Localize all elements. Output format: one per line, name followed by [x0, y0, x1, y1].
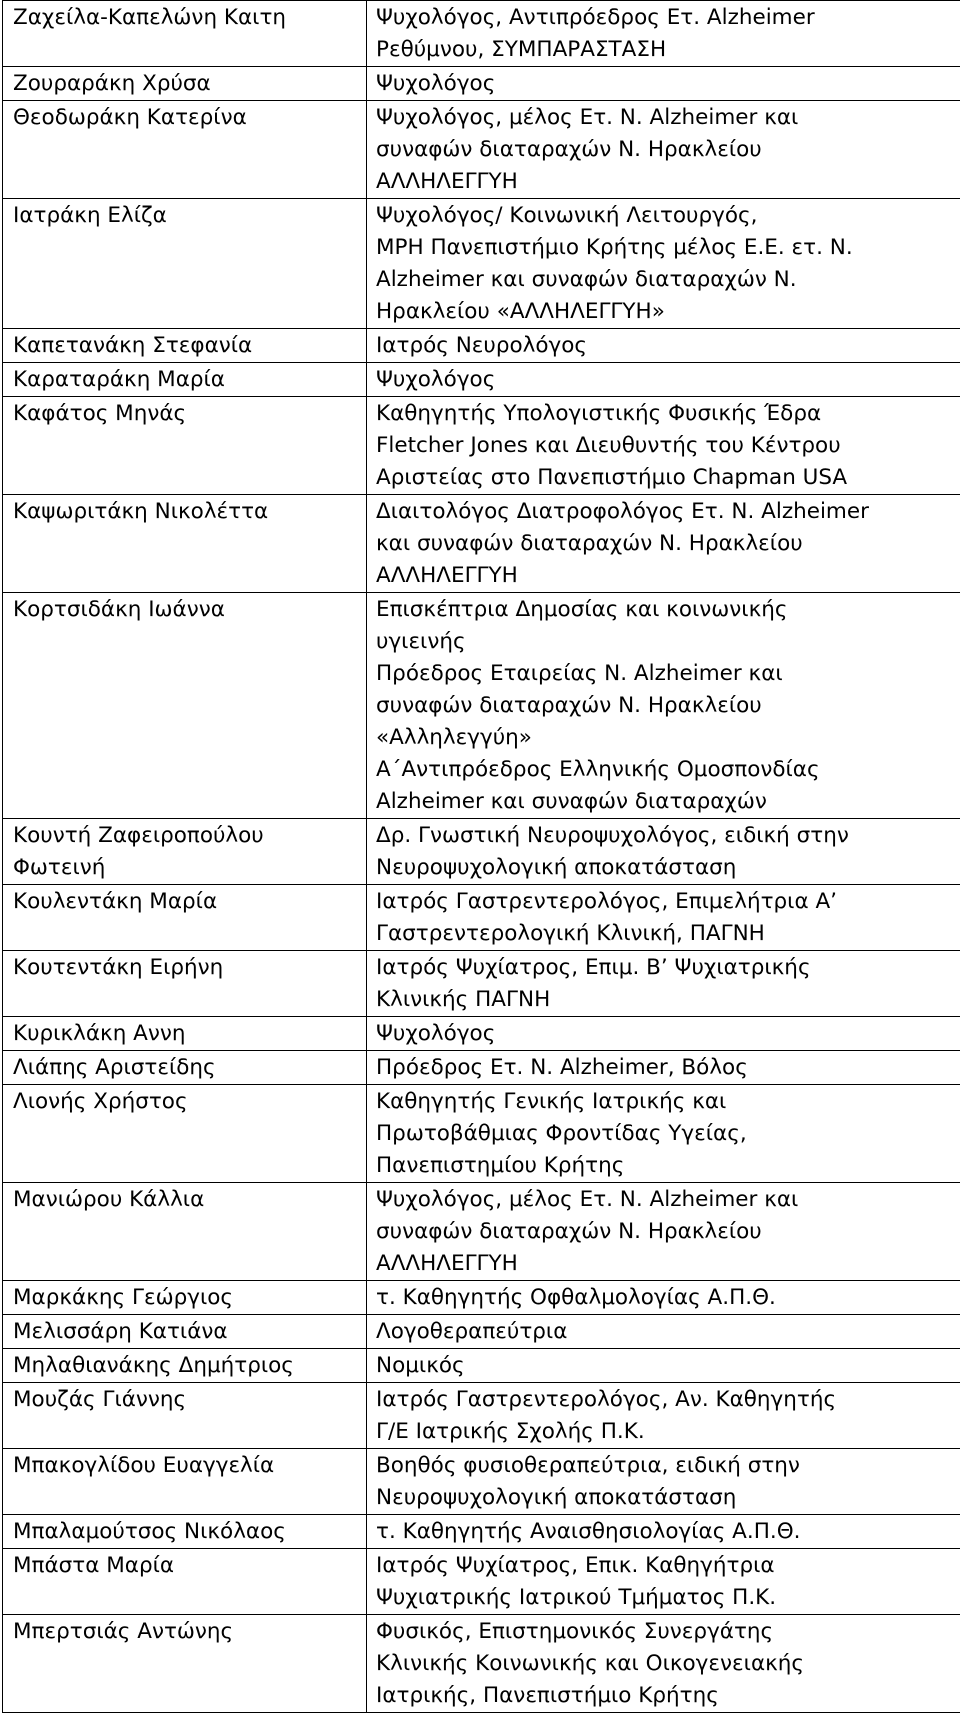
table-row [3, 1, 960, 67]
table-row [3, 1281, 960, 1315]
member-name: Κουτεντάκη Ειρήνη [3, 951, 367, 1017]
member-name: Μαρκάκης Γεώργιος [3, 1281, 367, 1315]
member-name: Μανιώρου Κάλλια [3, 1183, 367, 1281]
member-name: Κουντή Ζαφειροπούλου Φωτεινή [3, 819, 367, 885]
member-name: Μηλαθιανάκης Δημήτριος [3, 1349, 367, 1383]
member-name: Ζαχείλα-Καπελώνη Καιτη [3, 1, 367, 67]
member-role: Ιατρός Ψυχίατρος, Επιμ. Β’ Ψυχιατρικής Κλινικής ΠΑΓΝΗ [367, 951, 960, 1017]
members-table-body [3, 1, 960, 1713]
table-row [3, 495, 960, 593]
member-role: Καθηγητής Υπολογιστικής Φυσικής Έδρα Fletcher Jones και Διευθυντής του Κέντρου Αριστείας στο Πανεπιστήμιο Chapman USA [367, 397, 960, 495]
member-role: Ψυχολόγος [367, 363, 960, 397]
table-row [3, 1315, 960, 1349]
member-name: Μπαλαμούτσος Νικόλαος [3, 1515, 367, 1549]
member-name: Μπακογλίδου Ευαγγελία [3, 1449, 367, 1515]
table-row [3, 1017, 960, 1051]
member-role: Βοηθός φυσιοθεραπεύτρια, ειδική στην Νευροψυχολογική αποκατάσταση [367, 1449, 960, 1515]
table-row [3, 819, 960, 885]
table-row [3, 363, 960, 397]
table-row [3, 1349, 960, 1383]
member-name: Θεοδωράκη Κατερίνα [3, 101, 367, 199]
member-name: Λιονής Χρήστος [3, 1085, 367, 1183]
table-row [3, 67, 960, 101]
member-role: Λογοθεραπεύτρια [367, 1315, 960, 1349]
member-role: Διαιτολόγος Διατροφολόγος Ετ. Ν. Alzheimer και συναφών διαταραχών Ν. Ηρακλείου ΑΛΛΗΛΕΓΓΥΗ [367, 495, 960, 593]
member-role: Επισκέπτρια Δημοσίας και κοινωνικής υγιεινής Πρόεδρος Εταιρείας Ν. Alzheimer και συναφών διαταραχών Ν. Ηρακλείου «Αλληλεγγύη» Α΄Αντιπρόεδρος Ελληνικής Ομοσπονδίας Alzheimer και συναφών διαταραχών [367, 593, 960, 819]
table-row [3, 329, 960, 363]
member-name: Καφάτος Μηνάς [3, 397, 367, 495]
table-row [3, 1051, 960, 1085]
member-role: Πρόεδρος Ετ. Ν. Alzheimer, Βόλος [367, 1051, 960, 1085]
member-role: Καθηγητής Γενικής Ιατρικής και Πρωτοβάθμιας Φροντίδας Υγείας, Πανεπιστημίου Κρήτης [367, 1085, 960, 1183]
member-name: Καπετανάκη Στεφανία [3, 329, 367, 363]
table-row [3, 885, 960, 951]
member-name: Κορτσιδάκη Ιωάννα [3, 593, 367, 819]
member-role: Ιατρός Γαστρεντερολόγος, Αν. Καθηγητής Γ/Ε Ιατρικής Σχολής Π.Κ. [367, 1383, 960, 1449]
member-role: τ. Καθηγητής Αναισθησιολογίας Α.Π.Θ. [367, 1515, 960, 1549]
table-row [3, 593, 960, 819]
table-row [3, 397, 960, 495]
member-name: Ιατράκη Ελίζα [3, 199, 367, 329]
member-role: Ιατρός Γαστρεντερολόγος, Επιμελήτρια Α’ Γαστρεντερολογική Κλινική, ΠΑΓΝΗ [367, 885, 960, 951]
table-row [3, 101, 960, 199]
member-name: Κουλεντάκη Μαρία [3, 885, 367, 951]
table-row [3, 1549, 960, 1615]
member-name: Μπερτσιάς Αντώνης [3, 1615, 367, 1713]
table-row [3, 1383, 960, 1449]
member-role: Ιατρός Νευρολόγος [367, 329, 960, 363]
member-name: Λιάπης Αριστείδης [3, 1051, 367, 1085]
member-role: Ιατρός Ψυχίατρος, Επικ. Καθηγήτρια Ψυχιατρικής Ιατρικού Τμήματος Π.Κ. [367, 1549, 960, 1615]
member-role: Ψυχολόγος, Αντιπρόεδρος Ετ. Alzheimer Ρεθύμνου, ΣΥΜΠΑΡΑΣΤΑΣΗ [367, 1, 960, 67]
table-row [3, 199, 960, 329]
table-row [3, 951, 960, 1017]
member-name: Κυρικλάκη Αννη [3, 1017, 367, 1051]
member-name: Μελισσάρη Κατιάνα [3, 1315, 367, 1349]
member-name: Ζουραράκη Χρύσα [3, 67, 367, 101]
member-role: Φυσικός, Επιστημονικός Συνεργάτης Κλινικής Κοινωνικής και Οικογενειακής Ιατρικής, Πανεπιστήμιο Κρήτης [367, 1615, 960, 1713]
member-role: Ψυχολόγος, μέλος Ετ. Ν. Alzheimer και συναφών διαταραχών Ν. Ηρακλείου ΑΛΛΗΛΕΓΓΥΗ [367, 101, 960, 199]
member-name: Καραταράκη Μαρία [3, 363, 367, 397]
table-row [3, 1515, 960, 1549]
member-name: Μπάστα Μαρία [3, 1549, 367, 1615]
member-name: Μουζάς Γιάννης [3, 1383, 367, 1449]
member-role: Νομικός [367, 1349, 960, 1383]
member-name: Καψωριτάκη Νικολέττα [3, 495, 367, 593]
member-role: Ψυχολόγος, μέλος Ετ. Ν. Alzheimer και συναφών διαταραχών Ν. Ηρακλείου ΑΛΛΗΛΕΓΓΥΗ [367, 1183, 960, 1281]
table-row [3, 1449, 960, 1515]
member-role: Δρ. Γνωστική Νευροψυχολόγος, ειδική στην Νευροψυχολογική αποκατάσταση [367, 819, 960, 885]
table-row [3, 1085, 960, 1183]
member-role: Ψυχολόγος/ Κοινωνική Λειτουργός, MPH Πανεπιστήμιο Κρήτης μέλος Ε.Ε. ετ. Ν. Alzheimer και συναφών διαταραχών Ν. Ηρακλείου «ΑΛΛΗΛΕΓΓΥΗ» [367, 199, 960, 329]
member-role: Ψυχολόγος [367, 1017, 960, 1051]
members-table [2, 0, 960, 1713]
member-role: τ. Καθηγητής Οφθαλμολογίας Α.Π.Θ. [367, 1281, 960, 1315]
table-row [3, 1615, 960, 1713]
member-role: Ψυχολόγος [367, 67, 960, 101]
table-row [3, 1183, 960, 1281]
